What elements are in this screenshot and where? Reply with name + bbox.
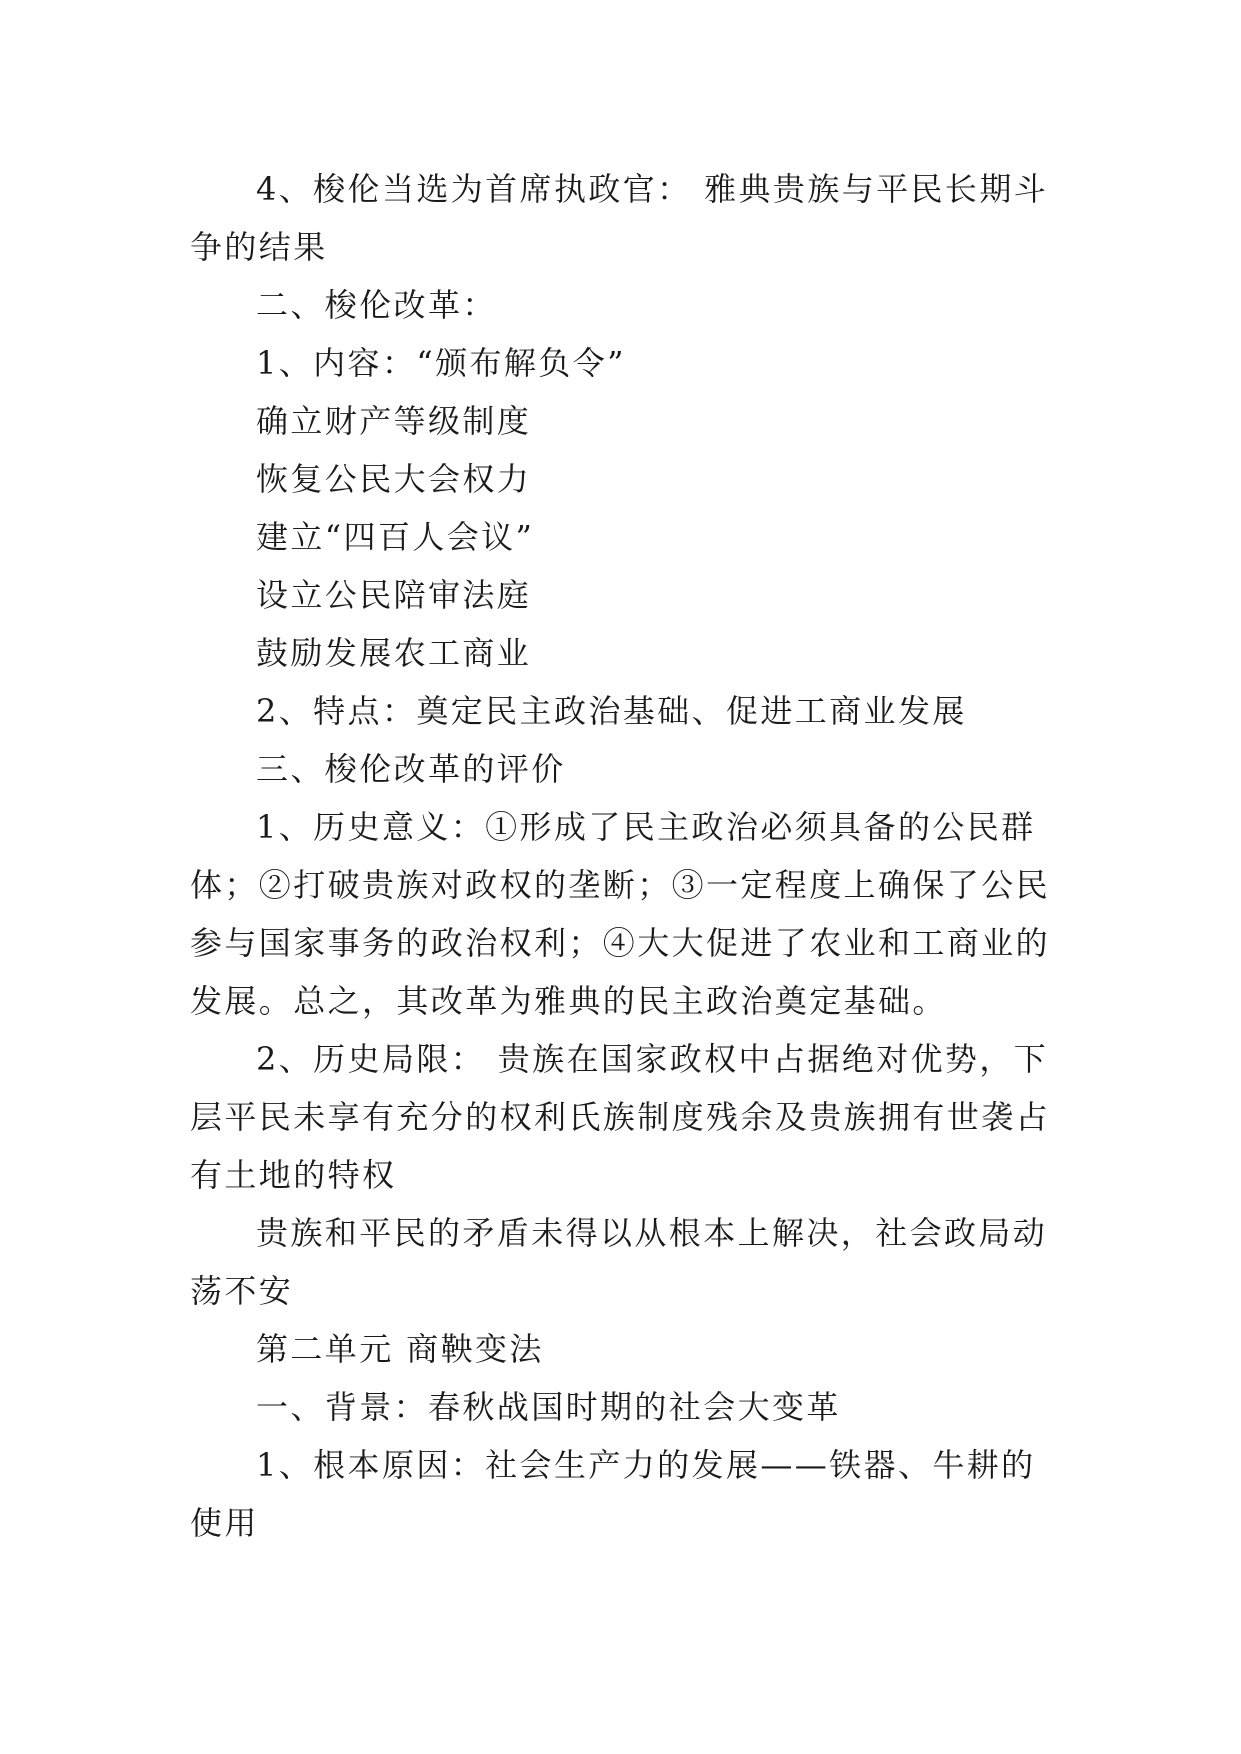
list-item: 鼓励发展农工商业 — [256, 634, 532, 672]
section-heading: 一、背景：春秋战国时期的社会大变革 — [256, 1388, 841, 1426]
paragraph: 1、历史意义：①形成了民主政治必须具备的公民群体；②打破贵族对政权的垄断；③一定程度上确保了公民参与国家事务的政治权利；④大大促进了农业和工商业的发展。总之，其改革为雅典的民主政治奠定基础。 — [190, 808, 1051, 1020]
paragraph: 2、特点：奠定民主政治基础、促进工商业发展 — [256, 692, 967, 730]
unit-heading: 第二单元 商鞅变法 — [256, 1330, 544, 1368]
document-body — [190, 160, 1050, 1552]
list-item: 设立公民陪审法庭 — [256, 576, 532, 614]
paragraph: 贵族和平民的矛盾未得以从根本上解决，社会政局动荡不安 — [190, 1214, 1048, 1310]
section-heading: 二、梭伦改革： — [256, 286, 497, 324]
list-item: 建立“四百人会议” — [256, 518, 535, 556]
paragraph: 1、根本原因：社会生产力的发展——铁器、牛耕的使用 — [190, 1446, 1036, 1542]
paragraph: 1、内容：“颁布解负令” — [256, 344, 626, 382]
paragraph: 4、梭伦当选为首席执政官： 雅典贵族与平民长期斗争的结果 — [190, 170, 1049, 266]
list-item: 确立财产等级制度 — [256, 402, 532, 440]
section-heading: 三、梭伦改革的评价 — [256, 750, 566, 788]
list-item: 恢复公民大会权力 — [256, 460, 532, 498]
paragraph: 2、历史局限： 贵族在国家政权中占据绝对优势，下层平民未享有充分的权利氏族制度残余及贵族拥有世袭占有土地的特权 — [190, 1040, 1051, 1194]
